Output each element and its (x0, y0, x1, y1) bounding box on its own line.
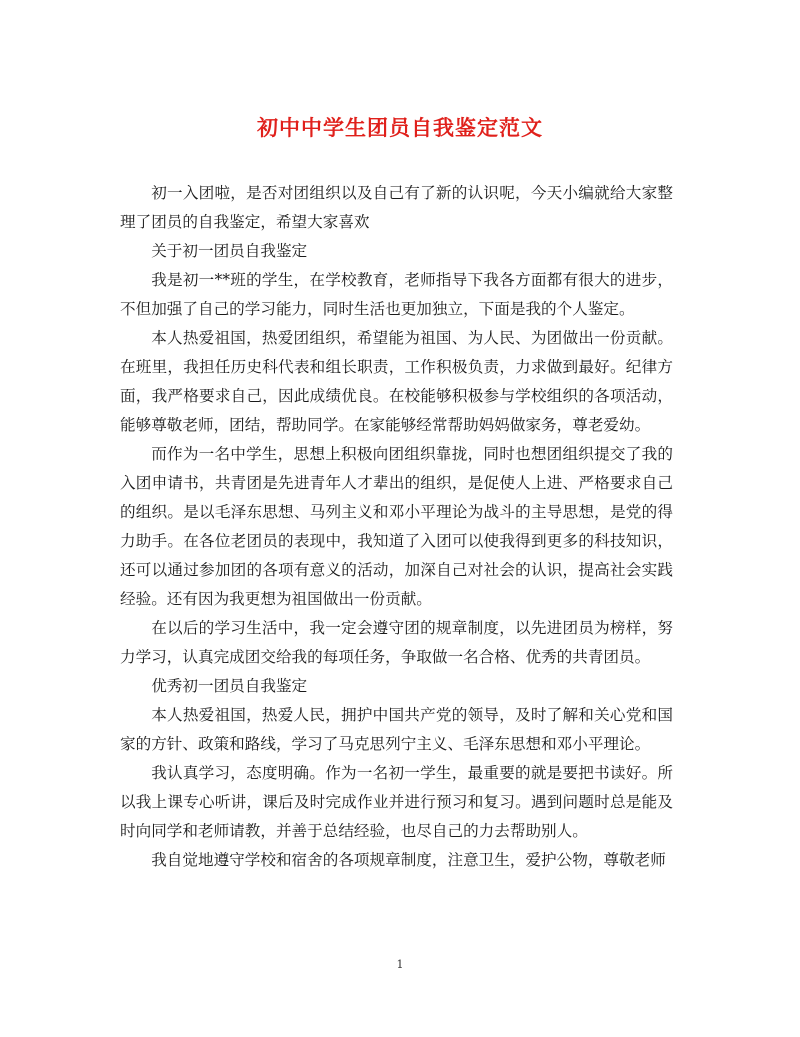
section-heading-1: 关于初一团员自我鉴定 (151, 242, 308, 260)
paragraph-intro: 初一入团啦，是否对团组织以及自己有了新的认识呢，今天小编就给大家整理了团员的自我鉴定，希望大家喜欢 (120, 184, 673, 231)
document-title: 初中中学生团员自我鉴定范文 (257, 115, 543, 140)
paragraph: 我是初一**班的学生，在学校教育，老师指导下我各方面都有很大的进步，不但加强了自己的学习能力，同时生活也更加独立，下面是我的个人鉴定。 (120, 271, 673, 318)
paragraph: 我自觉地遵守学校和宿舍的各项规章制度，注意卫生，爱护公物，尊敬老师 (151, 851, 666, 869)
page-number: 1 (396, 958, 404, 971)
paragraph: 而作为一名中学生，思想上积极向团组织靠拢，同时也想团组织提交了我的入团申请书，共青团是先进青年人才辈出的组织，是促使人上进、严格要求自己的组织。是以毛泽东思想、马列主义和邓小平理论为战斗的主导思想，是党的得力助手。在各位老团员的表现中，我知道了入团可以使我得到更多的科技知识，还可以通过参加团的各项有意义的活动，加深自己对社会的认识，提高社会实践经验。还有因为我更想为祖国做出一份贡献。 (120, 445, 673, 608)
paragraph: 我认真学习，态度明确。作为一名初一学生，最重要的就是要把书读好。所以我上课专心听讲，课后及时完成作业并进行预习和复习。遇到问题时总是能及时向同学和老师请教，并善于总结经验，也尽自己的力去帮助别人。 (120, 764, 673, 840)
paragraph: 在以后的学习生活中，我一定会遵守团的规章制度，以先进团员为榜样，努力学习，认真完成团交给我的每项任务，争取做一名合格、优秀的共青团员。 (120, 619, 673, 666)
section-heading-2: 优秀初一团员自我鉴定 (151, 677, 308, 695)
paragraph: 本人热爱祖国，热爱团组织，希望能为祖国、为人民、为团做出一份贡献。在班里，我担任历史科代表和组长职责，工作积极负责，力求做到最好。纪律方面，我严格要求自己，因此成绩优良。在校能够积极参与学校组织的各项活动，能够尊敬老师，团结，帮助同学。在家能够经常帮助妈妈做家务，尊老爱幼。 (120, 329, 673, 434)
document-body (120, 179, 673, 875)
paragraph: 本人热爱祖国，热爱人民，拥护中国共产党的领导，及时了解和关心党和国家的方针、政策和路线，学习了马克思列宁主义、毛泽东思想和邓小平理论。 (120, 706, 673, 753)
